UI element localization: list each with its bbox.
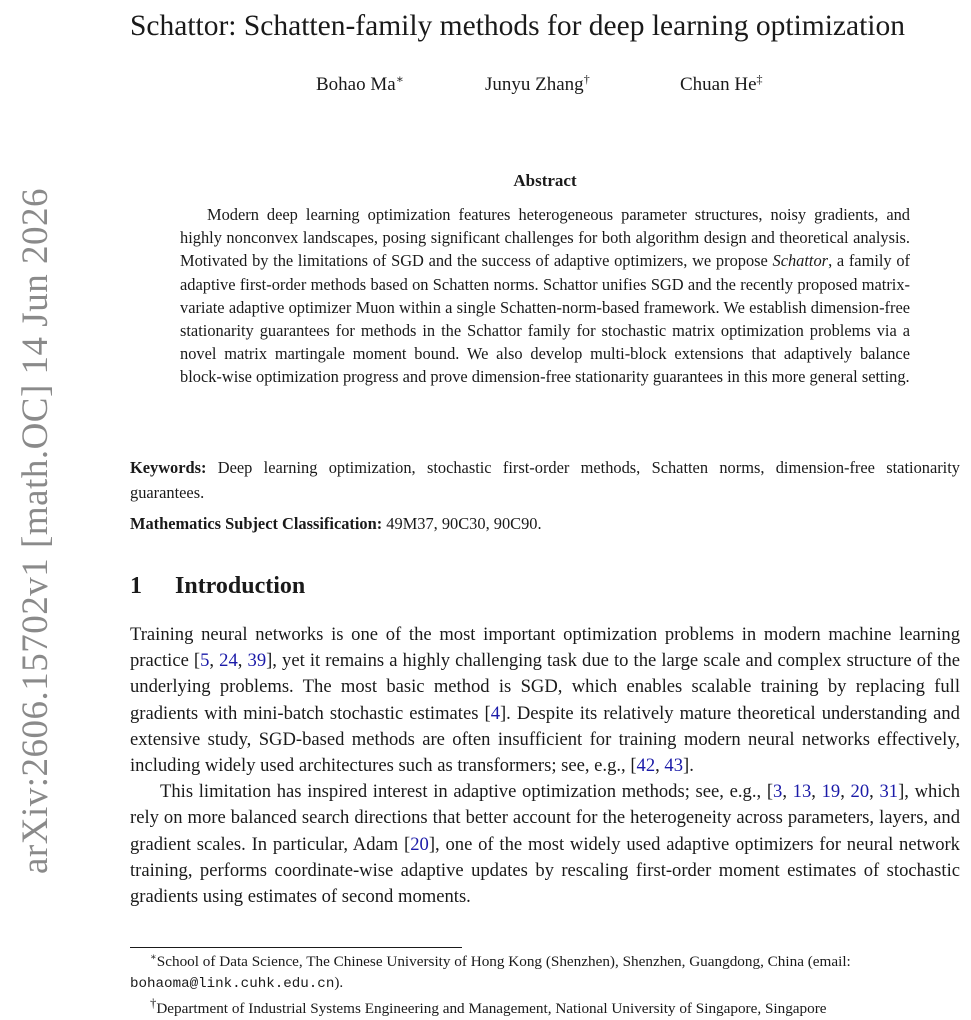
citation-separator: , xyxy=(782,781,793,803)
paragraph xyxy=(130,779,960,910)
footnote-divider xyxy=(130,947,462,948)
paragraph-text: ], which rely on more balanced search directions that better account for the heterogeneity across parameters, layers, and gradient scales. In particular, Adam [ xyxy=(130,781,961,855)
paragraph-text: ]. xyxy=(683,755,694,777)
citation-link[interactable]: 4 xyxy=(490,702,500,724)
citation-link[interactable]: 20 xyxy=(850,781,870,803)
section-number: 1 xyxy=(130,573,142,599)
footnote-text: School of Data Science, The Chinese University of Hong Kong (Shenzhen), Shenzhen, Guangdong, China (email: xyxy=(156,953,851,970)
citation-link[interactable]: 5 xyxy=(200,650,210,672)
citation-link[interactable]: 24 xyxy=(219,650,238,672)
author-name: Junyu Zhang xyxy=(485,74,584,95)
citation-separator: , xyxy=(209,650,220,672)
paper-title: Schattor: Schatten-family methods for deep learning optimization xyxy=(130,10,905,42)
paragraph-text: ], yet it remains a highly challenging task due to the large scale and complex structure of the underlying problems. The most basic method is SGD, which enables scalable training by replacing full gradients with mini-batch stochastic estimates [ xyxy=(130,650,961,724)
msc-codes: 49M37, 90C30, 90C90. xyxy=(382,514,542,533)
footnote-2 xyxy=(130,993,960,1018)
citation-link[interactable]: 39 xyxy=(247,650,267,672)
citation-link[interactable]: 13 xyxy=(792,781,812,803)
footnote-1 xyxy=(130,952,960,994)
citation-link[interactable]: 42 xyxy=(636,755,656,777)
paragraph xyxy=(130,622,960,779)
footnote-text: Department of Industrial Systems Engineering and Management, National University of Singapore, Singapore xyxy=(156,1000,827,1018)
author-affiliation-mark: ‡ xyxy=(756,72,763,86)
paragraph-text: ], one of the most widely used adaptive optimizers for neural network training, performs coordinate-wise adaptive updates by rescaling first-order moment estimates of stochastic gradients using estimates of second moments. xyxy=(130,833,960,908)
author-affiliation-mark: ∗ xyxy=(395,72,404,86)
citation-link[interactable]: 20 xyxy=(410,833,429,855)
abstract-text-part: , a family of adaptive first-order methods based on Schatten norms. Schattor unifies SGD and the recently proposed matrix-variate adaptive optimizer Muon within a single Schatten-norm-based framework. We establish dimension-free stationarity guarantees for methods in the Schattor family for stochastic matrix optimization problems via a novel matrix martingale moment bound. We also develop multi-block extensions that adaptively balance block-wise optimization progress and prove dimension-free stationarity guarantees in this more general setting. xyxy=(180,251,910,387)
citation-link[interactable]: 19 xyxy=(821,781,841,803)
paragraph-text: ]. Despite its relatively mature theoretical understanding and extensive study, SGD-based methods are often insufficient for training modern neural networks effectively, including widely used architectures such as transformers; see, e.g., [ xyxy=(130,702,960,777)
author-3 xyxy=(680,72,763,98)
citation-link[interactable]: 43 xyxy=(664,755,684,777)
citation-link[interactable]: 31 xyxy=(879,781,899,803)
arxiv-identifier-stamp: arXiv:2606.15702v1 [math.OC] 14 Jun 2026 xyxy=(15,188,56,874)
citation-separator: , xyxy=(655,755,665,777)
introduction-body xyxy=(130,622,960,910)
author-affiliation-mark: † xyxy=(583,72,590,86)
citation-separator: , xyxy=(840,781,851,803)
citation-separator: , xyxy=(869,781,880,803)
section-title-text: Introduction xyxy=(175,573,306,599)
footnote-mark: ∗ xyxy=(150,952,157,963)
footnote-text: ). xyxy=(334,973,344,991)
method-name-emphasis: Schattor xyxy=(772,251,829,271)
abstract-text-part: Modern deep learning optimization features heterogeneous parameter structures, noisy gradients, and highly nonconvex landscapes, posing significant challenges for both algorithm design and theoretical analysis. Motivated by the limitations of SGD and the success of adaptive optimizers, we propose xyxy=(180,205,910,271)
footnote-mark: † xyxy=(150,996,157,1010)
author-1 xyxy=(316,72,404,98)
author-name: Bohao Ma xyxy=(316,74,396,95)
citation-link[interactable]: 3 xyxy=(773,781,783,803)
paragraph-text: This limitation has inspired interest in adaptive optimization methods; see, e.g., [ xyxy=(160,781,774,803)
section-heading xyxy=(130,570,305,602)
author-2 xyxy=(485,72,590,98)
author-name: Chuan He xyxy=(680,74,757,95)
citation-separator: , xyxy=(811,781,822,803)
abstract-heading: Abstract xyxy=(513,171,577,190)
keywords-text: Deep learning optimization, stochastic first-order methods, Schatten norms, dimension-free stationarity guarantees. xyxy=(130,458,960,502)
author-email[interactable]: bohaoma@link.cuhk.edu.cn xyxy=(130,975,335,992)
paragraph-text: Training neural networks is one of the most important optimization problems in modern machine learning practice [ xyxy=(130,624,960,672)
abstract-text xyxy=(180,203,910,389)
citation-separator: , xyxy=(237,650,248,672)
msc-classification xyxy=(130,512,960,536)
keywords-label: Keywords: xyxy=(130,458,207,477)
keywords xyxy=(130,455,960,505)
msc-label: Mathematics Subject Classification: xyxy=(130,514,383,533)
